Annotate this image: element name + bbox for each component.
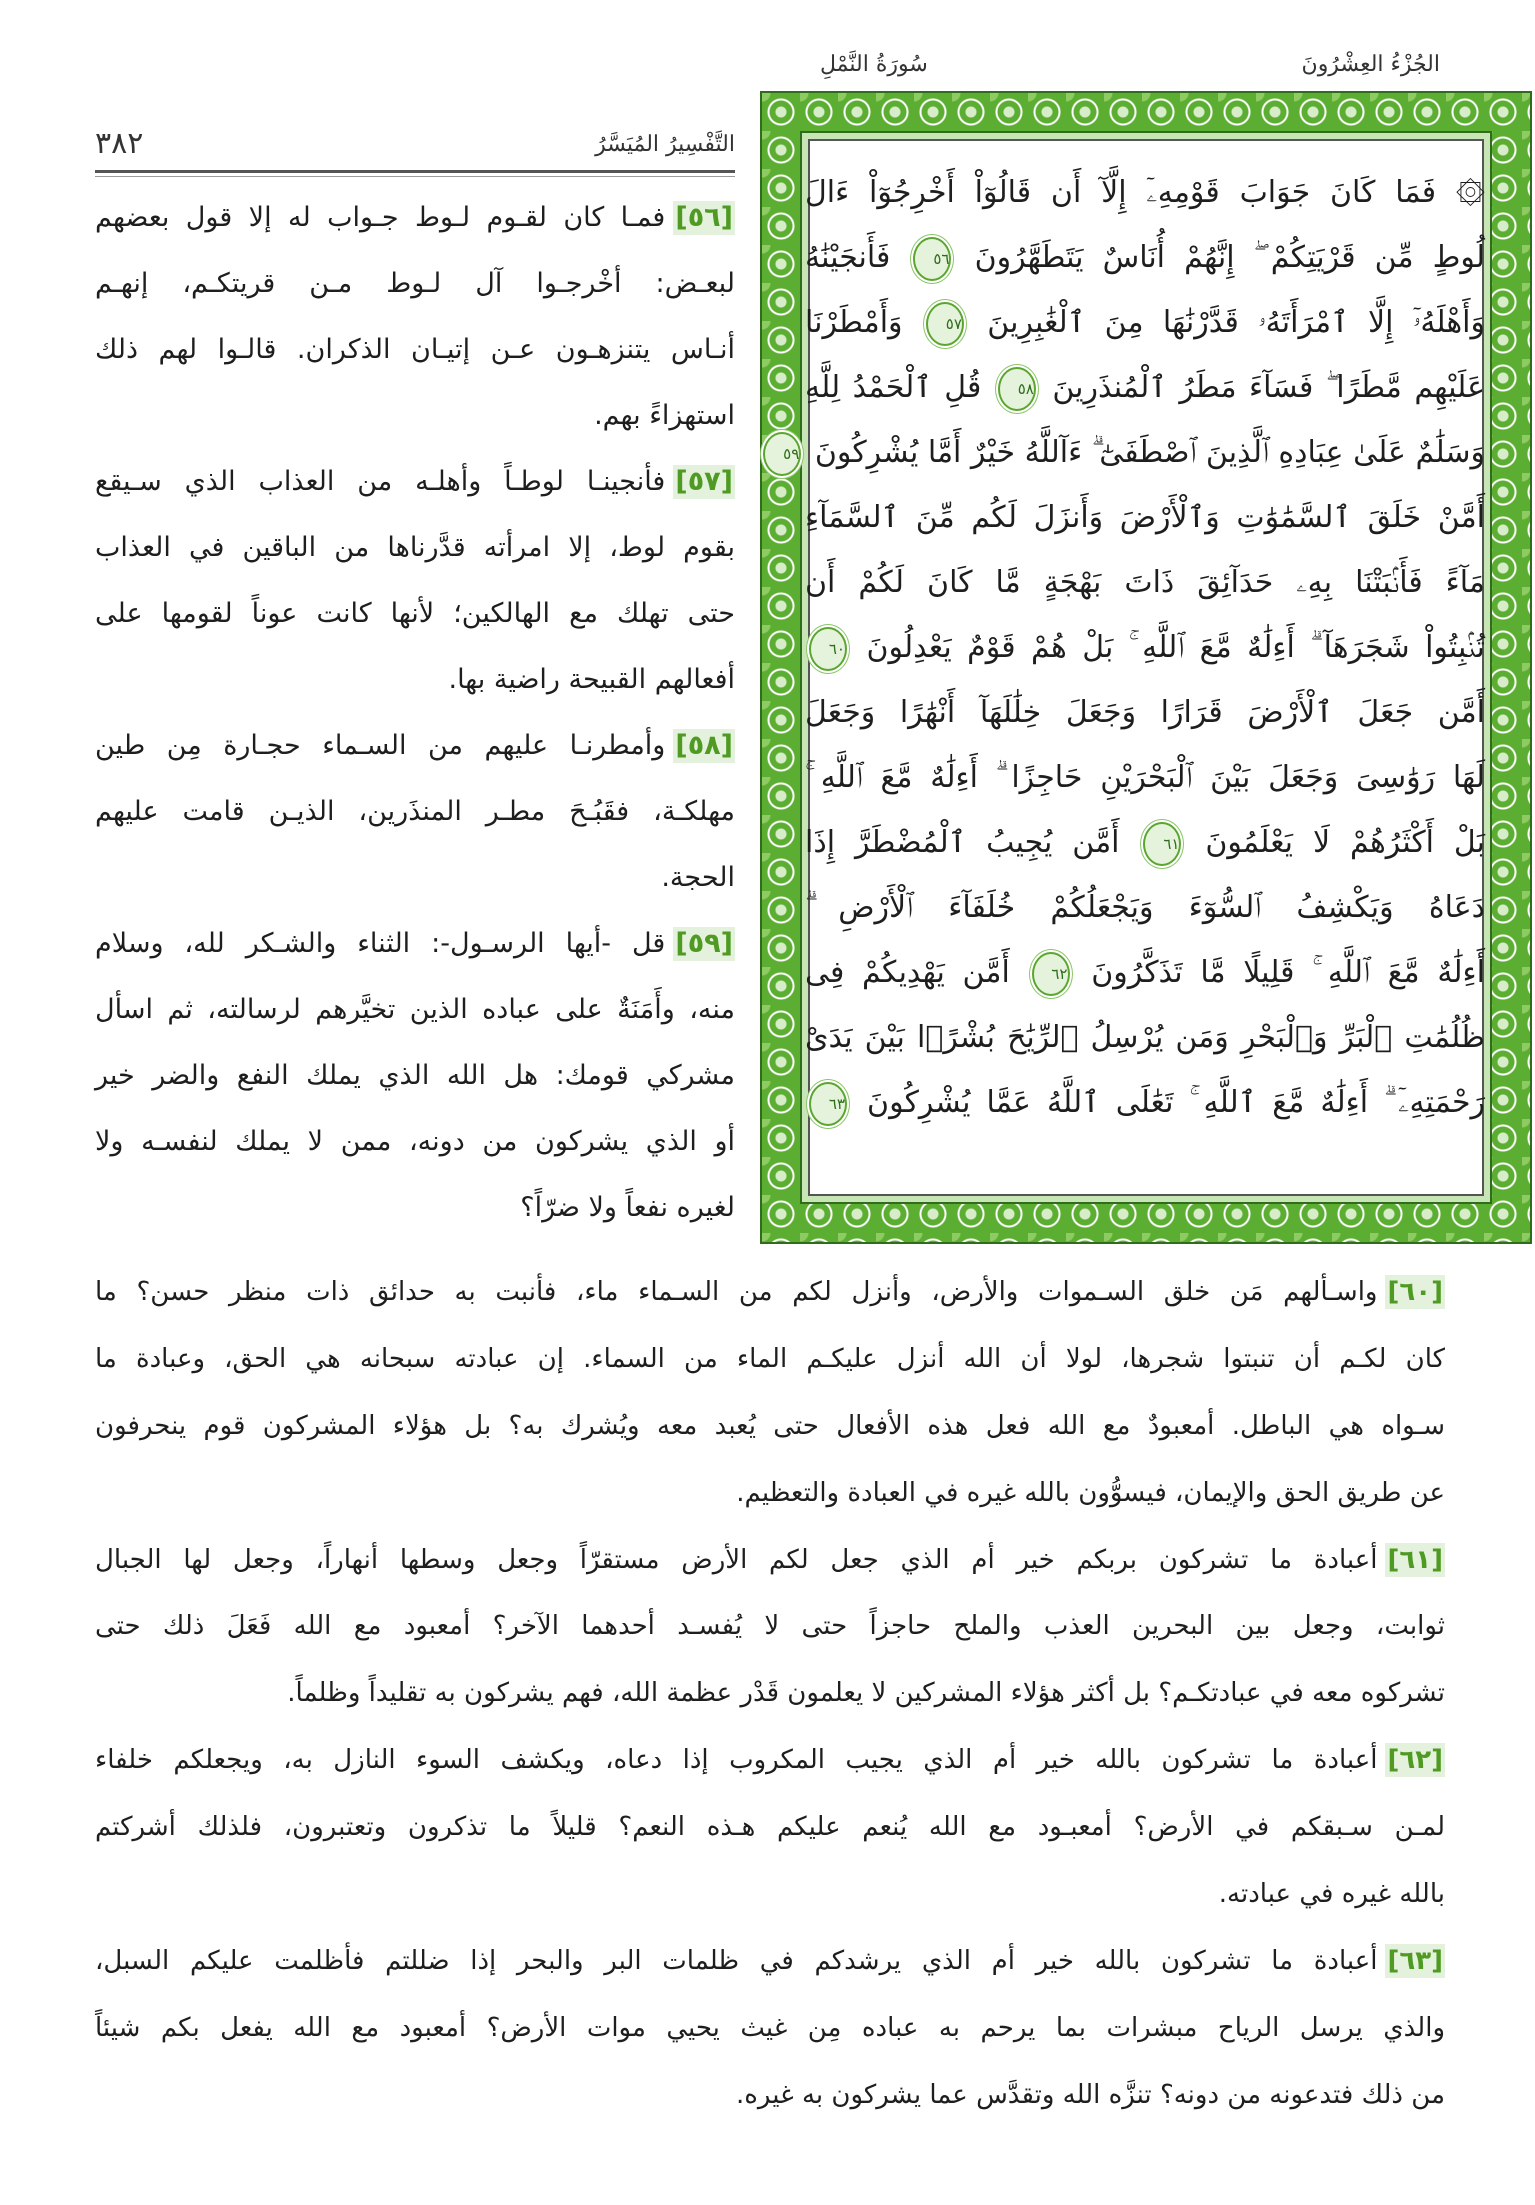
tafsir-text: مهلكـة، فقَبُـحَ مطـر المنذَرين، الذيـن قامت عليهم	[95, 796, 735, 827]
tafsir-line	[95, 845, 735, 911]
tafsir-text: كان لكـم أن تنبتوا شجرها، لولا أن الله أنزل عليكـم الماء من السماء. إن عبادته سبحانه هي الحق، وعبادة ما	[95, 1343, 1445, 1374]
tafsir-line	[95, 185, 735, 251]
tafsir-line	[95, 977, 735, 1043]
quran-line	[805, 1070, 1485, 1135]
tafsir-line	[95, 1527, 1445, 1594]
tafsir-text: فمـا كان لقـوم لـوط جـواب له إلا قول بعضهم	[95, 202, 666, 233]
page-number: ٣٨٢	[95, 126, 144, 161]
tafsir-text: ثوابت، وجعل بين البحرين العذب والملح حاجزاً حتى لا يُفسـد أحدهما الآخر؟ أمعبود مع الله فَعَلَ ذلك حتى	[95, 1611, 1445, 1642]
ayah-number-marker: ٦٢	[1032, 952, 1070, 996]
quran-line	[783, 420, 1485, 485]
quran-line	[805, 160, 1485, 225]
quran-text-segment: رَحْمَتِهِۦٓ ۗ أَءِلَٰهٌ مَّعَ ٱللَّهِ ۚ تَعَٰلَى ٱللَّهُ عَمَّا يُشْرِكُونَ	[867, 1085, 1485, 1120]
quran-line	[805, 1005, 1485, 1070]
tafsir-line	[95, 1043, 735, 1109]
quran-text-segment: وَأَهْلَهُۥٓ إِلَّا ٱمْرَأَتَهُۥ قَدَّرْنَٰهَا مِنَ ٱلْغَٰبِرِينَ	[987, 305, 1485, 340]
quran-text-segment: عَلَيْهِم مَّطَرًا ۖ فَسَآءَ مَطَرُ ٱلْمُنذَرِينَ	[1052, 370, 1485, 405]
tafsir-paragraph	[95, 713, 735, 911]
ayah-number-marker: ٦٣	[809, 1082, 847, 1126]
quran-line	[805, 615, 1485, 680]
tafsir-line	[95, 449, 735, 515]
tafsir-text: أعبادة ما تشركون بالله خير أم الذي يجيب المكروب إذا دعاه، ويكشف السوء النازل به، ويجعلكم خلفاء	[95, 1745, 1378, 1776]
tafsir-paragraph	[95, 1928, 1445, 2129]
tafsir-line	[95, 713, 735, 779]
tafsir-line	[95, 911, 735, 977]
quran-text-segment: أَءِلَٰهٌ مَّعَ ٱللَّهِ ۚ قَلِيلًا مَّا تَذَكَّرُونَ	[1091, 955, 1485, 990]
quran-text-segment: فَأَنجَيْنَٰهُ	[805, 240, 891, 275]
verse-number-label: [٦٢]	[1387, 1745, 1443, 1776]
tafsir-text: سـواه هي الباطل. أمعبودٌ مع الله فعل هذه الأفعال حتى يُعبد معه ويُشرك به؟ بل هؤلاء المشركون قوم ينحرفون	[95, 1410, 1445, 1441]
quran-text-segment: وَسَلَٰمٌ عَلَىٰ عِبَادِهِ ٱلَّذِينَ ٱصْطَفَىٰٓ ۗ ءَآللَّهُ خَيْرٌ أَمَّا يُشْرِكُونَ	[814, 435, 1485, 470]
tafsir-line	[95, 1928, 1445, 1995]
tafsir-text: منه، وأَمَنَةٌ على عباده الذين تخيَّرهم لرسالته، ثم اسأل	[95, 994, 735, 1025]
tafsir-text: بقوم لوط، إلا امرأته قدَّرناها من الباقين في العذاب	[95, 532, 735, 563]
quran-text-segment: وَأَمْطَرْنَا	[805, 305, 903, 340]
quran-text	[783, 160, 1485, 1135]
tafsir-line	[95, 1727, 1445, 1794]
ayah-number-marker: ٥٩	[763, 432, 801, 476]
tafsir-text: والذي يرسل الرياح مبشرات بما يرحم به عباده مِن غيث يحيي موات الأرض؟ أمعبود مع الله يفعل بكم شيئاً	[95, 2012, 1445, 2043]
tafsir-text: استهزاءً بهم.	[594, 400, 735, 431]
tafsir-line	[95, 1259, 1445, 1326]
tafsir-line	[95, 779, 735, 845]
tafsir-line	[95, 1861, 1445, 1928]
tafsir-line	[95, 317, 735, 383]
tafsir-text: أو الذي يشركون من دونه، ممن لا يملك لنفسـه ولا	[95, 1126, 735, 1157]
tafsir-text: قل -أيها الرسـول-: الثناء والشـكر لله، وسلام	[95, 928, 666, 959]
juz-header: الجُزْءُ العِشْرُونَ	[1301, 52, 1440, 77]
tafsir-line	[95, 1794, 1445, 1861]
surah-header: سُورَةُ النَّمْلِ	[820, 52, 928, 77]
quran-text-segment: ظُلُمَٰتِ ٱلْبَرِّ وَٱلْبَحْرِ وَمَن يُرْسِلُ ٱلرِّيَٰحَ بُشْرًۢا بَيْنَ يَدَىْ	[805, 1020, 1485, 1055]
verse-number-label: [٥٩]	[675, 928, 733, 959]
tafsir-line	[95, 1593, 1445, 1660]
ayah-number-marker: ٥٨	[998, 367, 1036, 411]
tafsir-text: لغيره نفعاً ولا ضرّاً؟	[520, 1192, 735, 1223]
tafsir-paragraph	[95, 1527, 1445, 1728]
verse-number-label: [٥٦]	[675, 202, 733, 233]
tafsir-line	[95, 2062, 1445, 2129]
verse-number-label: [٦٣]	[1387, 1945, 1443, 1976]
quran-text-segment: دَعَاهُ وَيَكْشِفُ ٱلسُّوٓءَ وَيَجْعَلُكُمْ خُلَفَآءَ ٱلْأَرْضِ ۗ	[805, 890, 1485, 925]
verse-number-label: [٦١]	[1387, 1544, 1443, 1575]
quran-text-segment: تُنۢبِتُواْ شَجَرَهَآ ۗ أَءِلَٰهٌ مَّعَ ٱللَّهِ ۚ بَلْ هُمْ قَوْمٌ يَعْدِلُونَ	[866, 630, 1485, 665]
tafsir-text: أعبادة ما تشركون بربكم خير أم الذي جعل لكم الأرض مستقرّاً وجعل وسطها أنهاراً، وجعل لها الجبال	[95, 1544, 1378, 1575]
tafsir-bottom-section	[95, 1259, 1445, 2129]
tafsir-text: الحجة.	[661, 862, 735, 893]
quran-line	[805, 225, 1485, 290]
tafsir-text: واسـألهم مَن خلق السـموات والأرض، وأنزل لكم من السـماء ماء، فأنبت به حدائق ذات منظر حسن؟ ما	[95, 1277, 1378, 1307]
tafsir-line	[95, 1995, 1445, 2062]
tafsir-title: التَّفْسِيرُ المُيَسَّرُ	[595, 132, 735, 157]
tafsir-text: أفعالهم القبيحة راضية بها.	[448, 664, 735, 695]
quran-line	[805, 485, 1485, 550]
quran-line	[805, 745, 1485, 810]
quran-line	[805, 355, 1485, 420]
tafsir-paragraph	[95, 449, 735, 713]
quran-line	[805, 940, 1485, 1005]
tafsir-line	[95, 383, 735, 449]
verse-number-label: [٥٧]	[675, 466, 733, 497]
tafsir-paragraph	[95, 1259, 1445, 1527]
quran-text-segment: قُلِ ٱلْحَمْدُ لِلَّهِ	[805, 370, 982, 405]
quran-line	[805, 875, 1485, 940]
tafsir-side-column	[95, 185, 735, 1241]
tafsir-line	[95, 1460, 1445, 1527]
tafsir-line	[95, 1660, 1445, 1727]
quran-text-segment: مَآءً فَأَنۢبَتْنَا بِهِۦ حَدَآئِقَ ذَاتَ بَهْجَةٍ مَّا كَانَ لَكُمْ أَن	[805, 565, 1485, 600]
tafsir-text: لمـن سـبقكم في الأرض؟ أمعبـود مع الله يُنعم عليكم هـذه النعم؟ قليلاً ما تذكرون وتعتبرون، فلذلك أشركتم	[95, 1812, 1445, 1843]
header-divider	[95, 170, 735, 177]
tafsir-text: تشركوه معه في عبادتكـم؟ بل أكثر هؤلاء المشركين لا يعلمون قَدْر عظمة الله، فهم يشركون به تقليداً وظلماً.	[287, 1678, 1445, 1709]
tafsir-text: فأنجينـا لوطـاً وأهلـه من العذاب الذي سـيقع	[95, 466, 666, 497]
tafsir-paragraph	[95, 911, 735, 1241]
quran-text-segment: أَمَّن يَهْدِيكُمْ فِى	[805, 955, 1010, 990]
tafsir-line	[95, 1393, 1445, 1460]
quran-line	[805, 680, 1485, 745]
quran-text-segment: أَمَّن يُجِيبُ ٱلْمُضْطَرَّ إِذَا	[805, 825, 1120, 860]
tafsir-line	[95, 1175, 735, 1241]
ayah-number-marker: ٦٠	[809, 627, 847, 671]
ayah-number-marker: ٥٦	[913, 237, 951, 281]
tafsir-paragraph	[95, 185, 735, 449]
tafsir-line	[95, 251, 735, 317]
tafsir-text: وأمطرنـا عليهم من السـماء حجـارة مِن طين	[95, 730, 666, 761]
verse-number-label: [٥٨]	[675, 730, 733, 761]
tafsir-text: بالله غيره في عبادته.	[1218, 1879, 1445, 1910]
tafsir-text: لبعـض: أخْرجـوا آل لـوط مـن قريتكـم، إنهـم	[95, 268, 735, 299]
quran-line	[805, 290, 1485, 355]
tafsir-line	[95, 515, 735, 581]
verse-number-label: [٦٠]	[1387, 1277, 1443, 1307]
tafsir-line	[95, 647, 735, 713]
tafsir-line	[95, 1326, 1445, 1393]
quran-line	[805, 810, 1485, 875]
tafsir-text: أعبادة ما تشركون بالله خير أم الذي يرشدكم في ظلمات البر والبحر إذا ضللتم فأظلمت عليكم السبل،	[95, 1945, 1378, 1976]
tafsir-line	[95, 1109, 735, 1175]
tafsir-text: مشركي قومك: هل الله الذي يملك النفع والضر خير	[95, 1060, 735, 1091]
quran-text-segment: أَمَّن جَعَلَ ٱلْأَرْضَ قَرَارًا وَجَعَلَ خِلَٰلَهَآ أَنْهَٰرًا وَجَعَلَ	[805, 695, 1485, 730]
quran-line	[805, 550, 1485, 615]
quran-text-segment: لُوطٍ مِّن قَرْيَتِكُمْ ۖ إِنَّهُمْ أُنَاسٌ يَتَطَهَّرُونَ	[974, 240, 1485, 275]
ayah-number-marker: ٥٧	[926, 302, 964, 346]
tafsir-text: حتى تهلك مع الهالكين؛ لأنها كانت عوناً لقومها على	[95, 598, 735, 629]
tafsir-text: أنـاس يتنزهـون عـن إتيـان الذكران. قالـوا لهم ذلك	[95, 334, 735, 365]
quran-text-segment: بَلْ أَكْثَرُهُمْ لَا يَعْلَمُونَ	[1205, 825, 1485, 860]
tafsir-line	[95, 581, 735, 647]
tafsir-text: عن طريق الحق والإيمان، فيسوُّون بالله غيره في العبادة والتعظيم.	[736, 1477, 1445, 1508]
ayah-number-marker: ٦١	[1143, 822, 1181, 866]
quran-text-segment: لَهَا رَوَٰسِىَ وَجَعَلَ بَيْنَ ٱلْبَحْرَيْنِ حَاجِزًا ۗ أَءِلَٰهٌ مَّعَ ٱللَّهِ ۚ	[805, 760, 1485, 795]
quran-text-segment: ۞ فَمَا كَانَ جَوَابَ قَوْمِهِۦٓ إِلَّآ أَن قَالُوٓاْ أَخْرِجُوٓاْ ءَالَ	[805, 175, 1485, 210]
quran-text-segment: أَمَّنْ خَلَقَ ٱلسَّمَٰوَٰتِ وَٱلْأَرْضَ وَأَنزَلَ لَكُم مِّنَ ٱلسَّمَآءِ	[805, 500, 1485, 535]
tafsir-paragraph	[95, 1727, 1445, 1928]
tafsir-text: من ذلك فتدعونه من دونه؟ تنزَّه الله وتقدَّس عما يشركون به غيره.	[736, 2079, 1445, 2110]
